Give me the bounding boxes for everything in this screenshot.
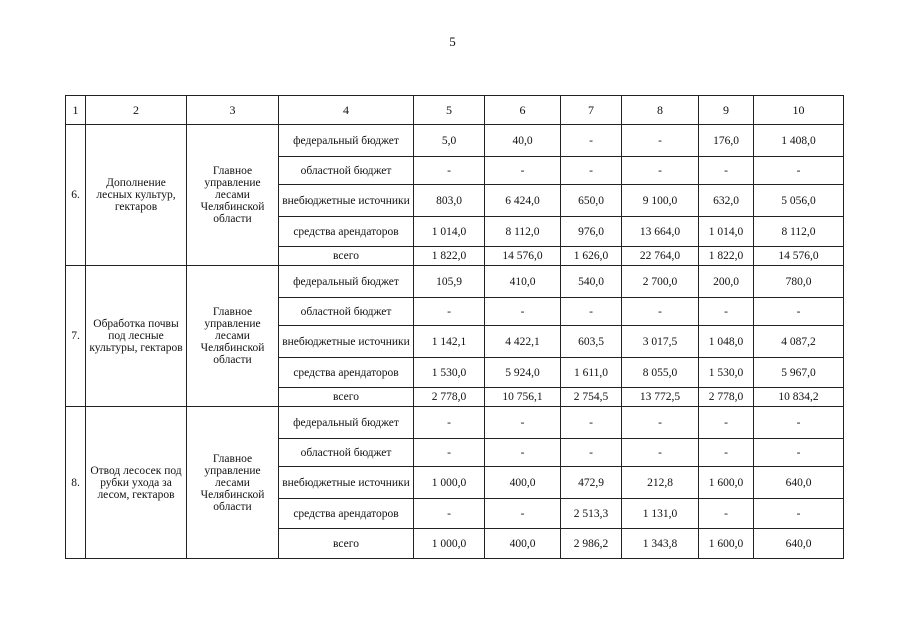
value-cell: 1 408,0	[754, 125, 844, 157]
value-cell: -	[754, 298, 844, 326]
value-cell: 10 756,1	[485, 388, 561, 407]
funding-source: всего	[279, 247, 414, 266]
header-row	[66, 96, 844, 125]
value-cell: 2 986,2	[561, 529, 622, 559]
value-cell: 1 611,0	[561, 358, 622, 388]
header-cell: 6	[485, 96, 561, 125]
item-number: 8.	[66, 407, 86, 559]
value-cell: 10 834,2	[754, 388, 844, 407]
activity-name: Обработка почвы под лесные культуры, гектаров	[86, 266, 187, 407]
value-cell: 2 700,0	[622, 266, 699, 298]
funding-source: федеральный бюджет	[279, 266, 414, 298]
value-cell: 13 664,0	[622, 217, 699, 247]
value-cell: 603,5	[561, 326, 622, 358]
header-cell: 5	[414, 96, 485, 125]
value-cell: -	[754, 157, 844, 185]
value-cell: 5 056,0	[754, 185, 844, 217]
value-cell: 1 131,0	[622, 499, 699, 529]
value-cell: 1 343,8	[622, 529, 699, 559]
value-cell: 1 000,0	[414, 467, 485, 499]
value-cell: -	[622, 298, 699, 326]
funding-source: областной бюджет	[279, 439, 414, 467]
value-cell: 3 017,5	[622, 326, 699, 358]
table-row	[66, 266, 844, 298]
funding-source: средства арендаторов	[279, 358, 414, 388]
value-cell: 2 778,0	[699, 388, 754, 407]
funding-source: внебюджетные источники	[279, 326, 414, 358]
value-cell: -	[561, 407, 622, 439]
value-cell: 5,0	[414, 125, 485, 157]
funding-source: внебюджетные источники	[279, 185, 414, 217]
value-cell: 1 530,0	[414, 358, 485, 388]
item-number: 6.	[66, 125, 86, 266]
funding-source: областной бюджет	[279, 157, 414, 185]
header-cell: 7	[561, 96, 622, 125]
value-cell: -	[414, 298, 485, 326]
value-cell: 1 822,0	[414, 247, 485, 266]
value-cell: -	[485, 298, 561, 326]
value-cell: -	[699, 298, 754, 326]
funding-source: областной бюджет	[279, 298, 414, 326]
value-cell: -	[561, 298, 622, 326]
value-cell: 2 778,0	[414, 388, 485, 407]
activity-name: Дополнение лесных культур, гектаров	[86, 125, 187, 266]
value-cell: 13 772,5	[622, 388, 699, 407]
value-cell: 1 014,0	[414, 217, 485, 247]
value-cell: -	[699, 157, 754, 185]
value-cell: 640,0	[754, 529, 844, 559]
value-cell: -	[561, 125, 622, 157]
value-cell: 5 924,0	[485, 358, 561, 388]
value-cell: 650,0	[561, 185, 622, 217]
value-cell: 1 600,0	[699, 467, 754, 499]
value-cell: -	[754, 439, 844, 467]
value-cell: 632,0	[699, 185, 754, 217]
value-cell: -	[414, 439, 485, 467]
header-cell: 3	[187, 96, 279, 125]
responsible-org: Главное управление лесами Челябинской области	[187, 125, 279, 266]
table-row	[66, 125, 844, 157]
value-cell: 1 600,0	[699, 529, 754, 559]
value-cell: -	[699, 499, 754, 529]
header-cell: 8	[622, 96, 699, 125]
value-cell: -	[699, 439, 754, 467]
value-cell: -	[414, 157, 485, 185]
value-cell: -	[561, 439, 622, 467]
funding-source: средства арендаторов	[279, 217, 414, 247]
value-cell: 540,0	[561, 266, 622, 298]
value-cell: 40,0	[485, 125, 561, 157]
value-cell: 14 576,0	[754, 247, 844, 266]
value-cell: -	[754, 407, 844, 439]
value-cell: 22 764,0	[622, 247, 699, 266]
value-cell: -	[485, 407, 561, 439]
value-cell: 1 626,0	[561, 247, 622, 266]
responsible-org: Главное управление лесами Челябинской области	[187, 266, 279, 407]
funding-source: всего	[279, 529, 414, 559]
value-cell: -	[485, 439, 561, 467]
funding-source: всего	[279, 388, 414, 407]
value-cell: 472,9	[561, 467, 622, 499]
value-cell: 2 513,3	[561, 499, 622, 529]
value-cell: 1 000,0	[414, 529, 485, 559]
header-cell: 10	[754, 96, 844, 125]
responsible-org: Главное управление лесами Челябинской области	[187, 407, 279, 559]
value-cell: 1 822,0	[699, 247, 754, 266]
value-cell: 400,0	[485, 529, 561, 559]
value-cell: 6 424,0	[485, 185, 561, 217]
value-cell: 976,0	[561, 217, 622, 247]
value-cell: 640,0	[754, 467, 844, 499]
value-cell: 410,0	[485, 266, 561, 298]
header-cell: 1	[66, 96, 86, 125]
header-cell: 2	[86, 96, 187, 125]
value-cell: 1 048,0	[699, 326, 754, 358]
page-number: 5	[449, 34, 456, 49]
value-cell: 8 055,0	[622, 358, 699, 388]
value-cell: 4 087,2	[754, 326, 844, 358]
value-cell: 9 100,0	[622, 185, 699, 217]
value-cell: 400,0	[485, 467, 561, 499]
value-cell: 212,8	[622, 467, 699, 499]
table-row	[66, 407, 844, 439]
value-cell: -	[414, 407, 485, 439]
value-cell: 8 112,0	[485, 217, 561, 247]
value-cell: -	[622, 439, 699, 467]
value-cell: -	[754, 499, 844, 529]
value-cell: 5 967,0	[754, 358, 844, 388]
funding-source: федеральный бюджет	[279, 125, 414, 157]
value-cell: 2 754,5	[561, 388, 622, 407]
value-cell: -	[622, 157, 699, 185]
header-cell: 9	[699, 96, 754, 125]
value-cell: 4 422,1	[485, 326, 561, 358]
value-cell: -	[622, 407, 699, 439]
value-cell: -	[699, 407, 754, 439]
value-cell: -	[414, 499, 485, 529]
value-cell: 105,9	[414, 266, 485, 298]
value-cell: 780,0	[754, 266, 844, 298]
value-cell: 803,0	[414, 185, 485, 217]
data-table	[65, 95, 844, 559]
value-cell: 14 576,0	[485, 247, 561, 266]
value-cell: 200,0	[699, 266, 754, 298]
funding-source: федеральный бюджет	[279, 407, 414, 439]
activity-name: Отвод лесосек под рубки ухода за лесом, гектаров	[86, 407, 187, 559]
funding-source: средства арендаторов	[279, 499, 414, 529]
value-cell: 176,0	[699, 125, 754, 157]
value-cell: -	[561, 157, 622, 185]
value-cell: -	[485, 499, 561, 529]
value-cell: 8 112,0	[754, 217, 844, 247]
value-cell: 1 530,0	[699, 358, 754, 388]
header-cell: 4	[279, 96, 414, 125]
item-number: 7.	[66, 266, 86, 407]
value-cell: -	[622, 125, 699, 157]
value-cell: 1 014,0	[699, 217, 754, 247]
value-cell: -	[485, 157, 561, 185]
value-cell: 1 142,1	[414, 326, 485, 358]
funding-source: внебюджетные источники	[279, 467, 414, 499]
